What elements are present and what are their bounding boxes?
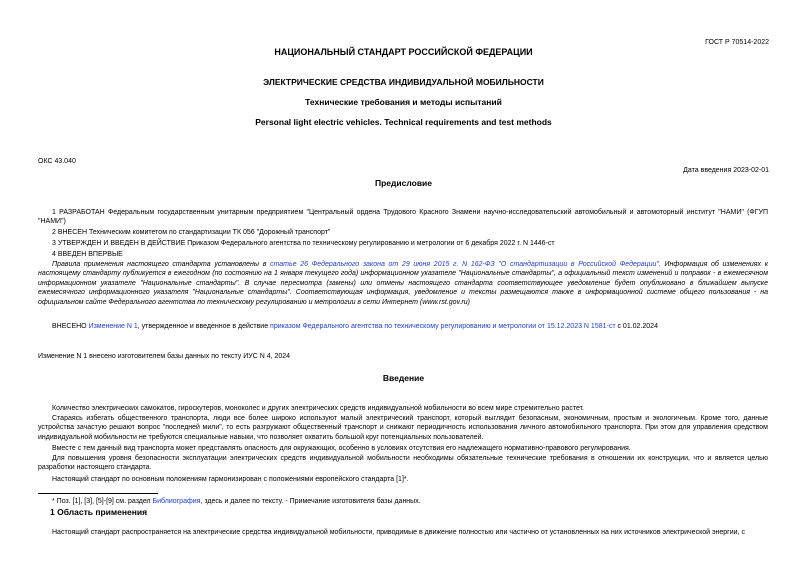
preface-item-1: 1 РАЗРАБОТАН Федеральным государственным унитарным предприятием "Центральный ордена Трудового Красного Знамени научно-исследовательский автомобильный и автомоторный институт "НАМИ" (ФГУП "НАМИ") [38, 209, 768, 226]
intro-paragraph-3: Вместе с тем данный вид транспорта может представлять опасность для окружающих, особенно в условиях отсутствия его надлежащего нормативно-правового регулирования. [52, 445, 631, 452]
section-1-heading: 1 Область применения [50, 507, 148, 517]
intro-date: Дата введения 2023-02-01 [683, 167, 769, 174]
footnote [52, 497, 421, 506]
footnote-divider [38, 493, 158, 494]
introduction-heading: Введение [382, 373, 425, 383]
amend-text-b: , утвержденное и введенное в действие [137, 323, 271, 330]
footnote-text-a: * Поз. [1], [3], [5]-[9] см. раздел [52, 498, 153, 505]
doc-code: ГОСТ Р 70514-2022 [705, 39, 769, 46]
preface-heading: Предисловие [374, 178, 433, 188]
oks-code: ОКС 43.040 [38, 158, 76, 165]
amend-text-a: ВНЕСЕНО [52, 323, 89, 330]
footnote-text-b: , здесь и далее по тексту. - Примечание изготовителя базы данных. [200, 498, 421, 505]
english-title: Personal light electric vehicles. Technical requirements and test methods [255, 117, 552, 127]
amend-text-c: с 01.02.2024 [615, 323, 658, 330]
preface-item-4: 4 ВВЕДЕН ВПЕРВЫЕ [52, 251, 123, 258]
amendment-link[interactable]: Изменение N 1 [88, 323, 138, 330]
preface-item-3: 3 УТВЕРЖДЕН И ВВЕДЕН В ДЕЙСТВИЕ Приказом Федерального агентства по техническому регулированию и метрологии от 6 декабря 2022 г. N 1446-ст [52, 240, 555, 247]
intro-paragraph-1: Количество электрических самокатов, гироскутеров, моноколес и других электрических средств индивидуальной мобильности во всем мире стремительно растет. [52, 405, 584, 412]
subtitle: Технические требования и методы испытаний [305, 97, 502, 107]
rules-text-b: . Информация об изменениях к настоящему стандарту публикуется в ежегодном (по состоянию на 1 января текущего года) информационном указателе "Национальные стандарты", а официальный текст изменений и поправок - в ежемесячном информационном указателе "Национальные стандарты". В случае пересмотра (замены) или отмены настоящего стандарта соответствующее уведомление будет опубликовано в ближайшем выпуске ежемесячного информационного указателя "Национальные стандарты". Соответствующая информация, уведомление и тексты размещаются также в информационной системе общего пользования - на официальном сайте Федерального агентства по техническому регулированию и метрологии в сети Интернет (www.rst.gov.ru) [38, 261, 769, 306]
rules-paragraph [38, 260, 768, 307]
federal-law-link[interactable]: статье 26 Федерального закона от 29 июня 2015 г. N 162-ФЗ "О стандартизации в Российской Федерации" [270, 261, 659, 268]
preface-item-2: 2 ВНЕСЕН Техническим комитетом по стандартизации ТК 056 "Дорожный транспорт" [52, 229, 331, 236]
main-title: ЭЛЕКТРИЧЕСКИЕ СРЕДСТВА ИНДИВИДУАЛЬНОЙ МОБИЛЬНОСТИ [263, 77, 544, 87]
intro-paragraph-5: Настоящий стандарт по основным положениям гармонизирован с положениями европейского стандарта [1]*. [52, 476, 409, 483]
section-1-paragraph: Настоящий стандарт распространяется на электрические средства индивидуальной мобильности, приводимые в движение полностью или частично от установленных на них источников электрической энергии, с [52, 529, 745, 536]
amendment-line [38, 322, 768, 331]
bibliography-link[interactable]: Библиография [152, 498, 201, 505]
standard-title: НАЦИОНАЛЬНЫЙ СТАНДАРТ РОССИЙСКОЙ ФЕДЕРАЦИИ [274, 47, 533, 57]
rules-text-a: Правила применения настоящего стандарта установлены в [52, 261, 271, 268]
intro-paragraph-4: Для повышения уровня безопасности эксплуатации электрических средств индивидуальной мобильности необходимы обязательные технические требования в отношении их конструкции, что и является целью разработки настоящего стандарта. [38, 455, 768, 472]
intro-paragraph-2: Стараясь избегать общественного транспорта, люди все более широко используют малый электрический транспорт, который выглядит безопасным, экономичным, простым и экологичным. Кроме того, данные устройства зачастую решают вопрос "последней мили", то есть разгружают общественный транспорт и снижают периодичность использования личного автомобильного транспорта. При этом для управления средством индивидуальной мобильности не требуются специальные навыки, что позволяет охватить большой круг потенциальных пользователей. [38, 415, 768, 441]
amendment-note: Изменение N 1 внесено изготовителем базы данных по тексту ИУС N 4, 2024 [38, 353, 291, 360]
order-link[interactable]: приказом Федерального агентства по техническому регулированию и метрологии от 15.12.2023 N 1581-ст [270, 323, 616, 330]
